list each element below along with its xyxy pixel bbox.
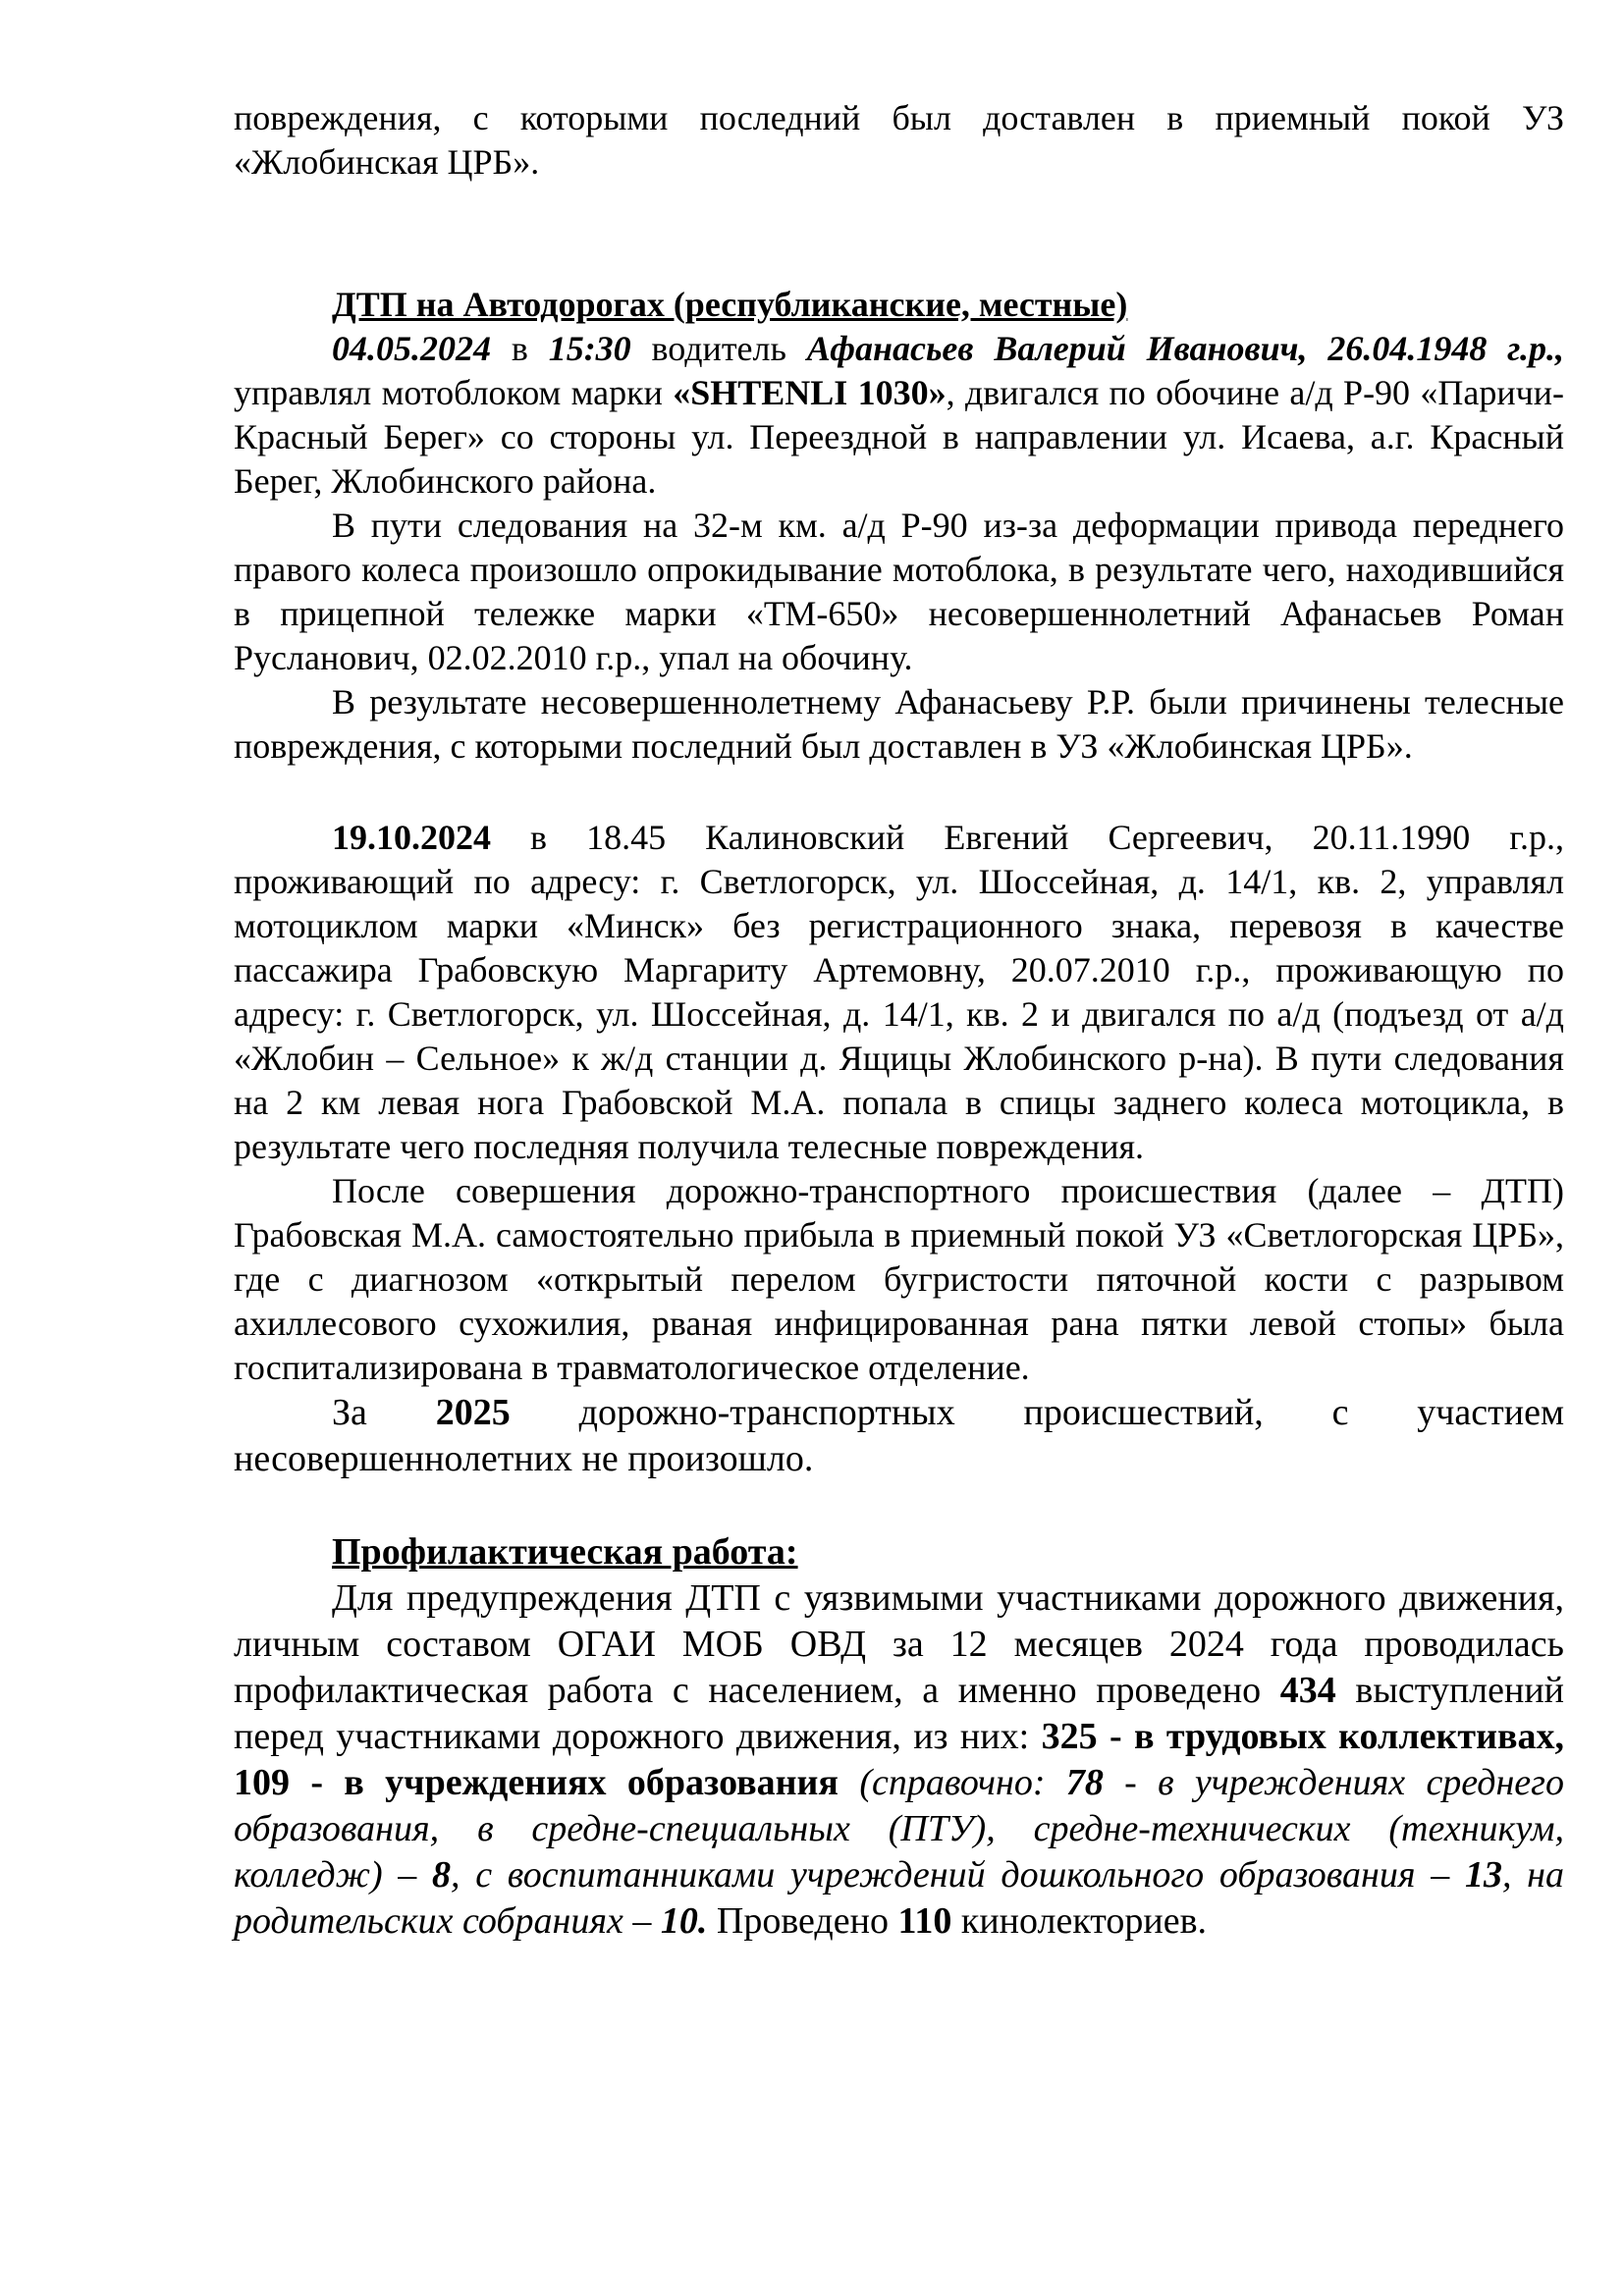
stat-work-collectives: 325 <box>1041 1716 1098 1757</box>
stat-parents: 10 <box>660 1900 698 1942</box>
stat-preschool: 13 <box>1464 1854 1502 1896</box>
prevention-paragraph <box>234 1575 1564 1945</box>
text-run: водитель <box>630 329 807 368</box>
document-page <box>234 96 1564 1945</box>
text-run: дорожно-транспортных происшествий, с участием несовершеннолетних не произошло. <box>234 1392 1565 1479</box>
text-run: выступлений перед участниками дорожного движения, из них: <box>234 1670 1564 1757</box>
text-run: в <box>491 329 549 368</box>
incident1-paragraph1 <box>234 327 1564 504</box>
text-run: , двигался по обочине а/д Р-90 «Паричи-Красный Берег» со стороны ул. Переездной в направлении ул. Исаева, а.г. Красный Берег, Жлобинского района. <box>234 373 1564 501</box>
section-heading-roads: ДТП на Автодорогах (республиканские, местные) <box>332 285 1128 324</box>
text-run: , с воспитанниками учреждений дошкольного образования – <box>451 1854 1465 1896</box>
text-run: управлял мотоблоком марки <box>234 373 674 412</box>
stat-education: 109 <box>234 1762 290 1803</box>
incident1-date: 04.05.2024 <box>332 329 491 368</box>
section-heading-prevention: Профилактическая работа: <box>332 1531 798 1573</box>
text-run: - в учреждениях образования <box>290 1762 860 1803</box>
spacer <box>234 185 1564 283</box>
incident1-paragraph2: В пути следования на 32-м км. а/д Р-90 из-за деформации привода переднего правого колеса произошло опрокидывание мотоблока, в результате чего, находившийся в прицепной тележке марки «ТМ-650» несовершеннолетний Афанасьев Роман Русланович, 02.02.2010 г.р., упал на обочину. <box>234 506 1564 677</box>
incident1-paragraph3: В результате несовершеннолетнему Афанасьеву Р.Р. были причинены телесные повреждения, с которыми последний был доставлен в УЗ «Жлобинская ЦРБ». <box>234 682 1564 766</box>
text-run: - в учреждениях среднего образования, в средне-специальных (ПТУ), средне-технических (техникум, колледж) – <box>234 1762 1564 1896</box>
incident1-time: 15:30 <box>548 329 631 368</box>
incident1-driver: Афанасьев Валерий Иванович, 26.04.1948 г.р., <box>806 329 1564 368</box>
summary-paragraph <box>234 1390 1564 1482</box>
stat-secondary: 78 <box>1065 1762 1104 1803</box>
text-run: кинолекториев. <box>951 1900 1208 1942</box>
incident1-vehicle: «SHTENLI 1030» <box>673 373 947 412</box>
spacer <box>234 769 1564 816</box>
stat-films: 110 <box>897 1900 952 1942</box>
incident2-date: 19.10.2024 <box>332 818 491 857</box>
text-run: Проведено <box>707 1900 898 1942</box>
text-run: , на родительских собраниях – <box>234 1854 1564 1942</box>
stat-total-talks: 434 <box>1279 1670 1336 1711</box>
text-run: в 18.45 Калиновский Евгений Сергеевич, 20.11.1990 г.р., проживающий по адресу: г. Светлогорск, ул. Шоссейная, д. 14/1, кв. 2, управлял мотоциклом марки «Минск» без регистрационного знака, перевозя в качестве пассажира Грабовскую Маргариту Артемовну, 20.07.2010 г.р., проживающую по адресу: г. Светлогорск, ул. Шоссейная, д. 14/1, кв. 2 и двигался по а/д (подъезд от а/д «Жлобин – Сельное» к ж/д станции д. Ящицы Жлобинского р-на). В пути следования на 2 км левая нога Грабовской М.А. попала в спицы заднего колеса мотоцикла, в результате чего последняя получила телесные повреждения. <box>234 818 1564 1166</box>
text-run: За <box>332 1392 436 1433</box>
text-run: . <box>697 1900 708 1942</box>
summary-year: 2025 <box>435 1392 511 1433</box>
intro-paragraph: повреждения, с которыми последний был доставлен в приемный покой УЗ «Жлобинская ЦРБ». <box>234 98 1564 182</box>
stat-technical: 8 <box>432 1854 451 1896</box>
text-run: - в трудовых коллективах, <box>1097 1716 1564 1757</box>
incident2-paragraph2: После совершения дорожно-транспортного происшествия (далее – ДТП) Грабовская М.А. самостоятельно прибыла в приемный покой УЗ «Светлогорская ЦРБ», где с диагнозом «открытый перелом бугристости пяточной кости с разрывом ахиллесового сухожилия, рваная инфицированная рана пятки левой стопы» была госпитализирована в травматологическое отделение. <box>234 1171 1564 1387</box>
spacer <box>234 1482 1564 1529</box>
text-run: (справочно: <box>859 1762 1066 1803</box>
text-run: Для предупреждения ДТП с уязвимыми участниками дорожного движения, личным составом ОГАИ МОБ ОВД за 12 месяцев 2024 года проводилась профилактическая работа с населением, а именно проведено <box>234 1577 1564 1711</box>
incident2-paragraph1 <box>234 816 1564 1169</box>
